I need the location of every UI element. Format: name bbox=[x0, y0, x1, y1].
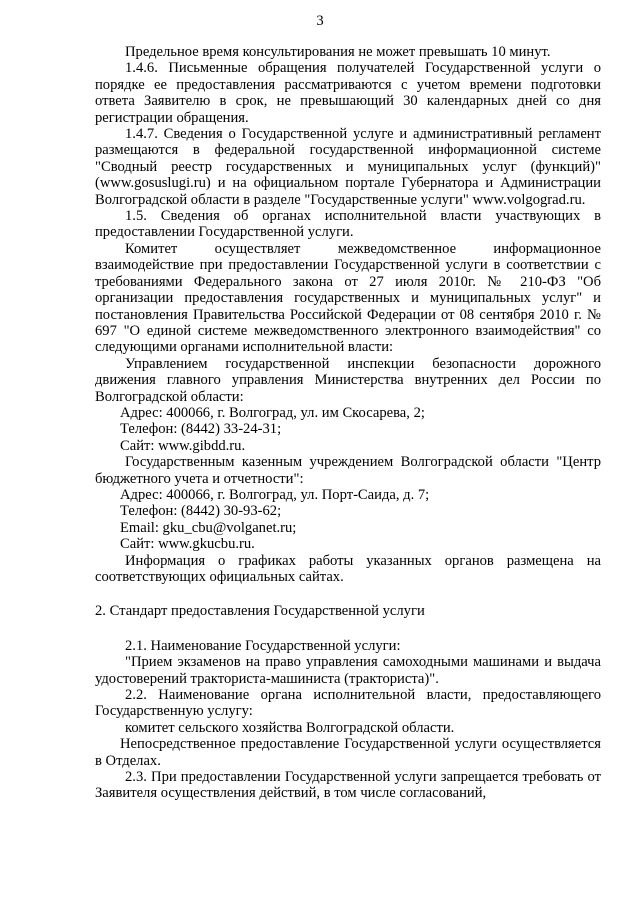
section-2-heading: 2. Стандарт предоставления Государственной услуги bbox=[95, 603, 425, 620]
cbu-address: Адрес: 400066, г. Волгоград, ул. Порт-Саида, д. 7; bbox=[120, 486, 430, 503]
paragraph-2-1: 2.1. Наименование Государственной услуги: bbox=[125, 637, 401, 654]
cbu-email: Email: gku_cbu@volganet.ru; bbox=[120, 519, 297, 536]
paragraph-2-2: 2.2. Наименование органа исполнительной власти, предоставляющего Государственную услугу: bbox=[95, 687, 601, 720]
page-number: 3 bbox=[316, 13, 324, 29]
paragraph-1-5: 1.5. Сведения об органах исполнительной власти участвующих в предоставлении Государственной услуги. bbox=[95, 208, 601, 241]
paragraph-2-3: 2.3. При предоставлении Государственной услуги запрещается требовать от Заявителя осуществления действий, в том числе согласований, bbox=[95, 769, 601, 802]
paragraph-committee-interaction: Комитет осуществляет межведомственное информационное взаимодействие при предоставлении Государственной услуги в соответствии с требованиями Федерального закона от 27 июля 2010г. № 210-ФЗ "Об организации предоставления государственных и муниципальных услуг" и постановления Правительства Российской Федерации от 08 сентября 2010 г. № 697 "О единой системе межведомственного электронного взаимодействия" со следующими органами исполнительной власти: bbox=[95, 240, 601, 356]
paragraph-schedule-info: Информация о графиках работы указанных органов размещена на соответствующих официальных сайтах. bbox=[95, 552, 601, 585]
paragraph-1-4-7: 1.4.7. Сведения о Государственной услуге и административный регламент размещаются в федеральной государственной информационной системе "Сводный реестр государственных и муниципальных услуг (функций)" (www.gosuslugi.ru) и на официальном портале Губернатора и Администрации Волгоградской области в разделе "Государственные услуги" www.volgograd.ru. bbox=[95, 126, 601, 208]
gibdd-website: Сайт: www.gibdd.ru. bbox=[120, 437, 246, 454]
gibdd-phone: Телефон: (8442) 33-24-31; bbox=[120, 421, 282, 438]
document-body bbox=[95, 44, 601, 802]
gibdd-address: Адрес: 400066, г. Волгоград, ул. им Скосарева, 2; bbox=[120, 404, 425, 421]
cbu-website: Сайт: www.gkucbu.ru. bbox=[120, 536, 255, 553]
paragraph-1-4-6: 1.4.6. Письменные обращения получателей Государственной услуги о порядке ее предоставления рассматриваются с учетом времени подготовки ответа Заявителю в срок, не превышающий 30 календарных дней со дня регистрации обращения. bbox=[95, 60, 601, 126]
paragraph-service-name: "Прием экзаменов на право управления самоходными машинами и выдача удостоверений тракториста-машиниста (тракториста)". bbox=[95, 654, 601, 687]
paragraph-agriculture-committee: комитет сельского хозяйства Волгоградской области. bbox=[125, 719, 455, 736]
paragraph-cbu-org: Государственным казенным учреждением Волгоградской области "Центр бюджетного учета и отчетности": bbox=[95, 454, 601, 487]
paragraph-direct-provision: Непосредственное предоставление Государственной услуги осуществляется в Отделах. bbox=[95, 736, 601, 769]
cbu-phone: Телефон: (8442) 30-93-62; bbox=[120, 503, 282, 520]
paragraph-gibdd-org: Управлением государственной инспекции безопасности дорожного движения главного управления Министерства внутренних дел России по Волгоградской области: bbox=[95, 355, 601, 405]
paragraph-consultation-time: Предельное время консультирования не может превышать 10 минут. bbox=[125, 44, 551, 60]
